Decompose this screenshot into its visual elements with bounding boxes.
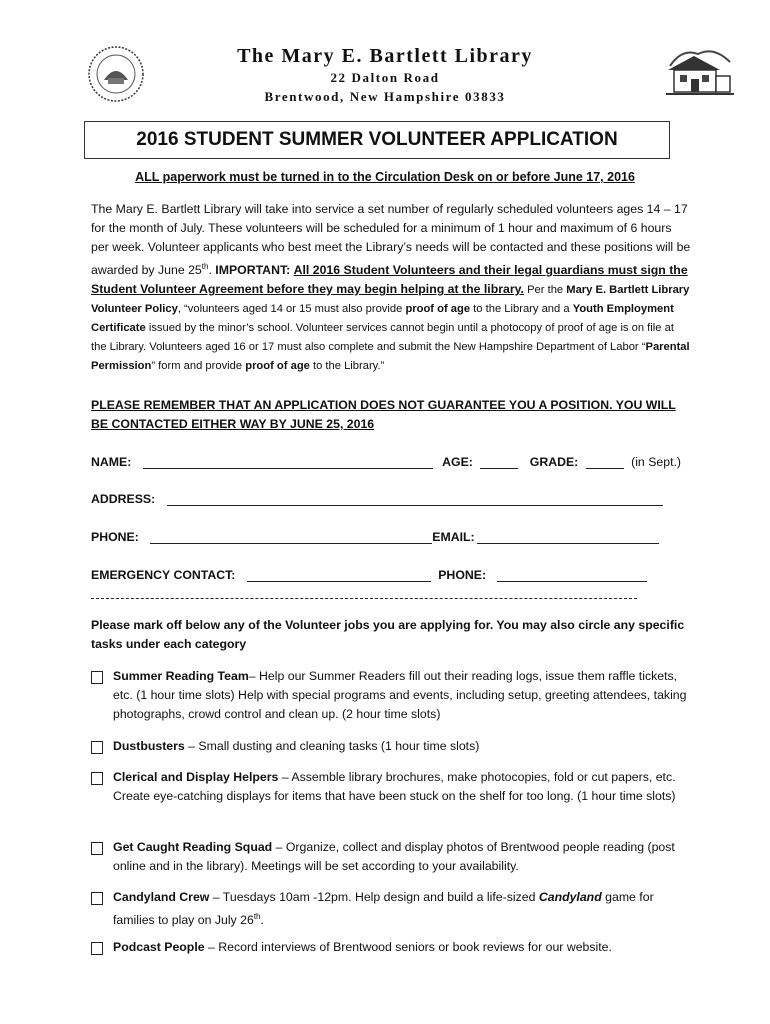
- job-summer-reading-team: [91, 667, 691, 724]
- age-field[interactable]: [480, 455, 518, 469]
- parental-permission: Parental Permission: [91, 341, 690, 373]
- guarantee-notice: PLEASE REMEMBER THAT AN APPLICATION DOES NOT GUARANTEE YOU A POSITION. YOU WILL BE CONTACTED EITHER WAY BY JUNE 25, 2016: [91, 398, 676, 431]
- job-candyland-crew: [91, 888, 691, 930]
- policy-text-2: to the Library and a: [470, 303, 573, 316]
- job-desc: – Small dusting and cleaning tasks (1 hour time slots): [184, 739, 480, 753]
- policy-name: Mary E. Bartlett Library Volunteer Policy: [91, 284, 690, 316]
- emergency-phone-label: PHONE:: [438, 568, 487, 582]
- job-desc-2: game for families to play on July 26: [113, 890, 654, 928]
- letterhead: [0, 44, 770, 106]
- address-field[interactable]: [167, 492, 663, 506]
- address-label: ADDRESS:: [91, 492, 156, 506]
- in-sept-label: (in Sept.): [631, 455, 681, 469]
- email-field[interactable]: [477, 530, 659, 544]
- email-label: EMAIL:: [432, 530, 475, 544]
- job-name: Clerical and Display Helpers: [113, 770, 279, 784]
- intro-paragraph: [91, 200, 691, 375]
- proof-of-age-1: proof of age: [405, 303, 471, 316]
- grade-label: GRADE:: [529, 455, 579, 469]
- library-building-icon: [664, 44, 736, 100]
- intro-text: The Mary E. Bartlett Library will take into service a set number of regularly scheduled volunteers ages 14 – 17 for the month of July. These volunteers will be scheduled for a minimum of 1 hour and maximum of 6 hours per week. Volunteer applicants who best meet the Library’s needs will be contacted and these positions will be awarded by June 25: [91, 202, 691, 278]
- address-row: [91, 492, 663, 512]
- checkbox-candyland-crew[interactable]: [91, 892, 103, 905]
- important-label: IMPORTANT:: [215, 263, 291, 278]
- proof-of-age-2: proof of age: [245, 360, 310, 373]
- checkbox-get-caught-reading[interactable]: [91, 842, 103, 855]
- job-desc: – Assemble library brochures, make photocopies, fold or cut papers, etc. Create eye-catching displays for items that have been stuck on the shelf for too long. (1 hour time slots): [113, 770, 676, 803]
- job-end: .: [260, 913, 264, 928]
- library-name: The Mary E. Bartlett Library: [237, 45, 533, 67]
- name-label: NAME:: [91, 455, 132, 469]
- jobs-instructions: Please mark off below any of the Volunteer jobs you are applying for. You may also circle any specific tasks under each category: [91, 618, 685, 651]
- phone-field[interactable]: [150, 530, 432, 544]
- emergency-contact-label: EMERGENCY CONTACT:: [91, 568, 236, 582]
- emergency-row: [91, 568, 647, 588]
- job-desc: – Help our Summer Readers fill out their reading logs, issue them raffle tickets, etc. (1 hour time slots) Help with special programs and events, including setup, greeting attendees, taking photographs, crowd control and clean up. (2 hour time slots): [113, 669, 687, 721]
- intro-sup: th: [201, 262, 209, 271]
- checkbox-dustbusters[interactable]: [91, 741, 103, 754]
- checkbox-podcast-people[interactable]: [91, 942, 103, 955]
- phone-label: PHONE:: [91, 530, 139, 544]
- job-desc: – Record interviews of Brentwood seniors or book reviews for our website.: [204, 940, 612, 954]
- checkbox-clerical-display[interactable]: [91, 772, 103, 785]
- job-name: Get Caught Reading Squad: [113, 840, 273, 854]
- form-title: 2016 STUDENT SUMMER VOLUNTEER APPLICATION: [84, 121, 670, 159]
- job-podcast-people: [91, 938, 691, 957]
- job-dustbusters: [91, 737, 691, 756]
- per-the: Per the: [523, 284, 567, 297]
- job-name: Summer Reading Team: [113, 669, 249, 683]
- grade-field[interactable]: [586, 455, 624, 469]
- phone-email-row: [91, 530, 659, 550]
- job-clerical-display: [91, 768, 691, 806]
- policy-text-3: issued by the minor’s school. Volunteer services cannot begin until a photocopy of proof of age is on file at the Library. Volunteers aged 16 or 17 must also complete and submit the New Hampshire Department of Labor “: [91, 322, 674, 354]
- emergency-contact-field[interactable]: [247, 568, 431, 582]
- address-line-2: Brentwood, New Hampshire 03833: [264, 89, 506, 104]
- agreement-notice: All 2016 Student Volunteers and their legal guardians must sign the Student Volunteer Agreement before they may begin helping at the library.: [91, 263, 688, 297]
- emergency-phone-field[interactable]: [497, 568, 647, 582]
- candyland-title: Candyland: [538, 890, 602, 904]
- policy-text-5: to the Library.”: [309, 360, 385, 373]
- job-name: Candyland Crew: [113, 890, 210, 904]
- name-field[interactable]: [143, 455, 433, 469]
- intro-period: .: [208, 263, 216, 278]
- job-name: Dustbusters: [113, 739, 185, 753]
- name-row: [91, 455, 681, 475]
- youth-employment-certificate: Youth Employment Certificate: [91, 303, 674, 335]
- policy-text-1: , “volunteers aged 14 or 15 must also provide: [177, 303, 406, 316]
- job-get-caught-reading: [91, 838, 691, 876]
- policy-text-4: ” form and provide: [151, 360, 246, 373]
- deadline-notice: ALL paperwork must be turned in to the Circulation Desk on or before June 17, 2016: [135, 170, 635, 184]
- job-desc: – Organize, collect and display photos of Brentwood people reading (post online and in the library). Meetings will be set according to your availability.: [113, 840, 675, 873]
- job-sup: th: [253, 912, 261, 921]
- address-line-1: 22 Dalton Road: [330, 70, 440, 85]
- job-desc: – Tuesdays 10am -12pm. Help design and build a life-sized: [209, 890, 539, 904]
- job-name: Podcast People: [113, 940, 205, 954]
- age-label: AGE:: [442, 455, 473, 469]
- section-divider: [91, 598, 637, 599]
- checkbox-summer-reading-team[interactable]: [91, 671, 103, 684]
